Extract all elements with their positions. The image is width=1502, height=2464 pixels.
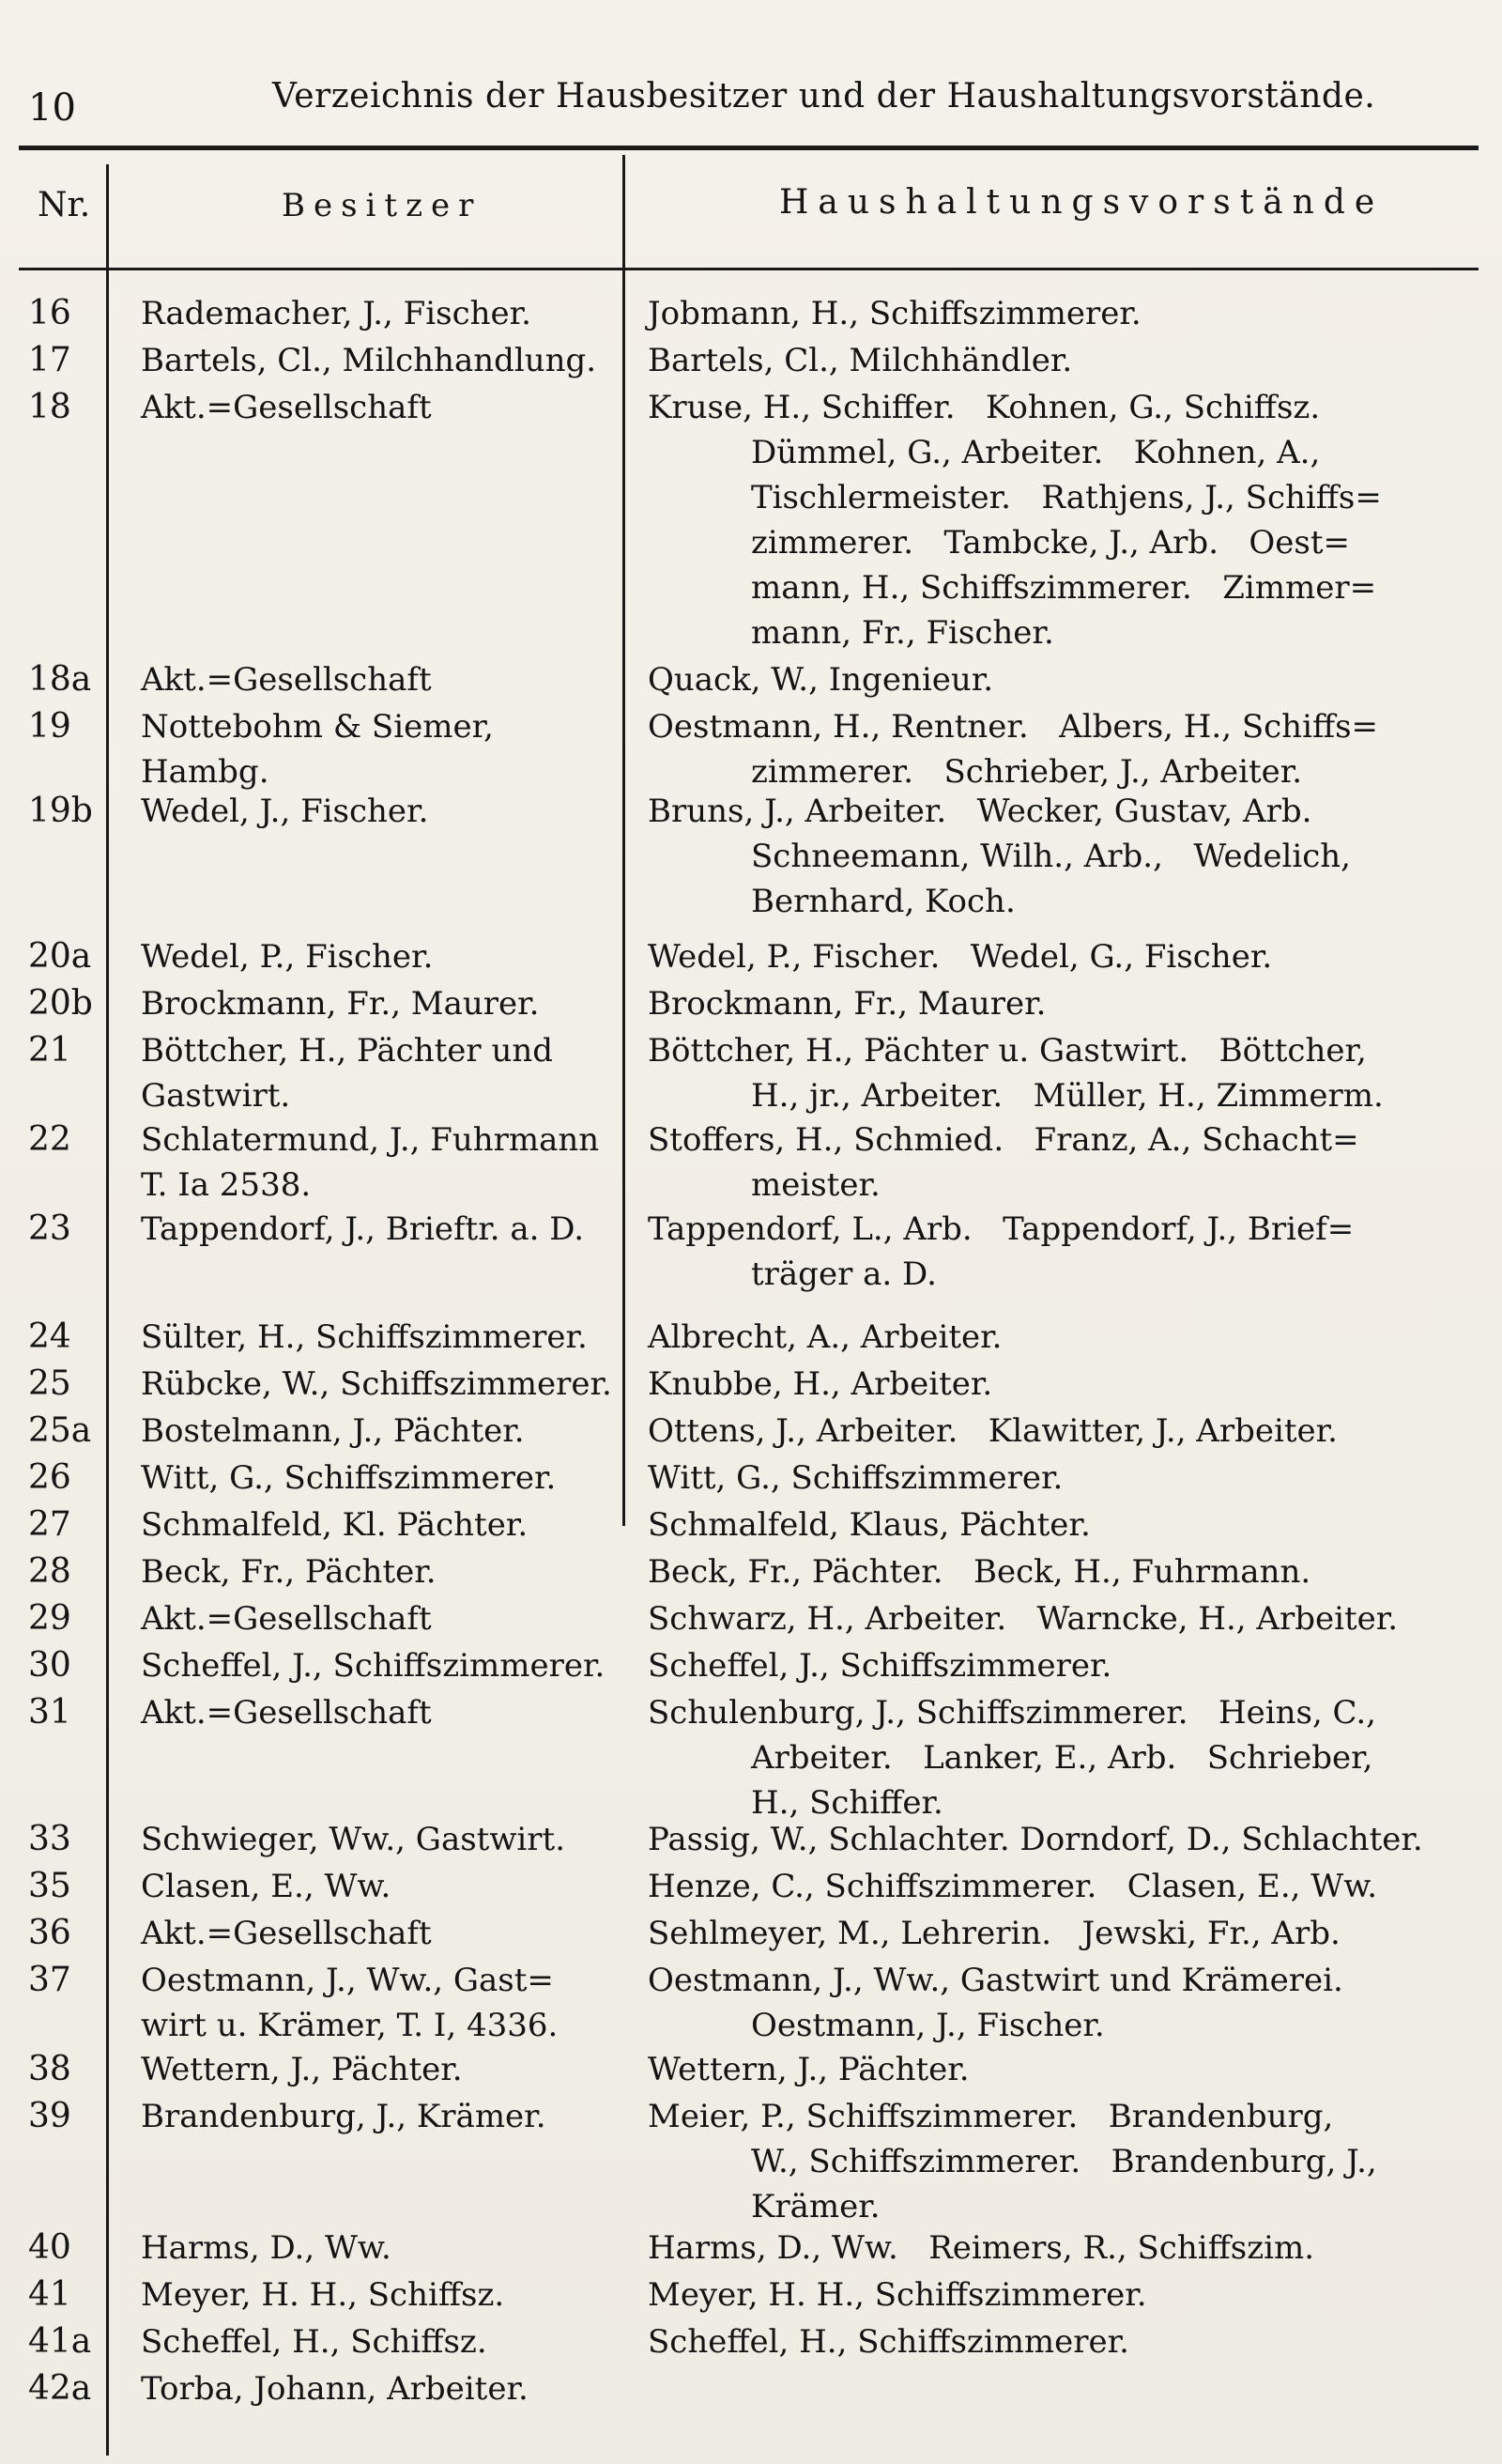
household-line: Tischlermeister. Rathjens, J., Schiffs= — [751, 479, 1382, 516]
household-line: Harms, D., Ww. Reimers, R., Schiffszim. — [648, 2229, 1315, 2267]
owner-cell — [141, 1549, 629, 1594]
household-line: mann, H., Schiffszimmerer. Zimmer= — [751, 569, 1377, 607]
owner-line: Wettern, J., Pächter. — [141, 2051, 463, 2088]
owner-line: Bartels, Cl., Milchhandlung. — [141, 342, 597, 379]
row-number: 21 — [28, 1031, 71, 1070]
household-line: Albrecht, A., Arbeiter. — [648, 1318, 1003, 1356]
household-line: Dümmel, G., Arbeiter. Kohnen, A., — [751, 434, 1321, 471]
owner-cell — [141, 2225, 629, 2271]
household-cell — [648, 1817, 1493, 1862]
row-number: 35 — [28, 1867, 71, 1905]
household-line: Arbeiter. Lanker, E., Arb. Schrieber, — [751, 1739, 1373, 1777]
household-cell — [648, 2319, 1493, 2364]
household-line: Quack, W., Ingenieur. — [648, 661, 994, 699]
owner-cell — [141, 1409, 629, 1454]
row-number: 19b — [28, 792, 93, 830]
owner-line: Scheffel, J., Schiffszimmerer. — [141, 1647, 605, 1685]
owner-line: Schwieger, Ww., Gastwirt. — [141, 1821, 566, 1858]
owner-cell — [141, 338, 629, 383]
household-line: zimmerer. Schrieber, J., Arbeiter. — [751, 753, 1303, 791]
owner-cell — [141, 1117, 629, 1208]
owner-cell — [141, 1817, 629, 1862]
household-line: mann, Fr., Fischer. — [751, 614, 1054, 652]
row-number: 16 — [28, 294, 71, 332]
owner-line: Beck, Fr., Pächter. — [141, 1553, 437, 1591]
owner-cell — [141, 1362, 629, 1407]
row-number: 18 — [28, 388, 71, 426]
owner-line: Torba, Johann, Arbeiter. — [141, 2370, 529, 2408]
row-number: 18a — [28, 660, 92, 699]
household-line: Beck, Fr., Pächter. Beck, H., Fuhrmann. — [648, 1553, 1311, 1591]
household-line: Scheffel, H., Schiffszimmerer. — [648, 2323, 1129, 2361]
owner-line: wirt u. Krämer, T. I, 4336. — [141, 2007, 559, 2044]
household-line: Schmalfeld, Klaus, Pächter. — [648, 1506, 1091, 1544]
household-line: Scheffel, J., Schiffszimmerer. — [648, 1647, 1112, 1685]
owner-line: Nottebohm & Siemer, Hambg. — [141, 708, 494, 791]
owner-cell — [141, 1911, 629, 1956]
owner-line: Akt.=Gesellschaft — [141, 661, 432, 699]
household-cell — [648, 2225, 1493, 2271]
owner-cell — [141, 1596, 629, 1641]
page-number: 10 — [28, 86, 76, 130]
owner-cell — [141, 2272, 629, 2318]
household-cell — [648, 1911, 1493, 1956]
household-cell — [648, 1596, 1493, 1641]
household-cell — [648, 704, 1493, 794]
owner-cell — [141, 291, 629, 336]
owner-line: Akt.=Gesellschaft — [141, 1915, 432, 1952]
household-line: Knubbe, H., Arbeiter. — [648, 1365, 993, 1403]
owner-line: Akt.=Gesellschaft — [141, 1694, 432, 1732]
owner-line: Rübcke, W., Schiffszimmerer. — [141, 1365, 612, 1403]
owner-line: Brockmann, Fr., Maurer. — [141, 985, 540, 1023]
row-number: 30 — [28, 1646, 71, 1685]
row-number: 31 — [28, 1693, 71, 1732]
household-line: Henze, C., Schiffszimmerer. Clasen, E., Ww. — [648, 1868, 1378, 1905]
owner-cell — [141, 1315, 629, 1360]
household-line: zimmerer. Tambcke, J., Arb. Oest= — [751, 524, 1351, 562]
column-header-nr: Nr. — [38, 186, 91, 224]
household-line: Schulenburg, J., Schiffszimmerer. Heins, C., — [648, 1694, 1376, 1732]
owner-line: Wedel, J., Fischer. — [141, 793, 429, 830]
household-line: Meier, P., Schiffszimmerer. Brandenburg, — [648, 2098, 1334, 2135]
household-cell — [648, 291, 1493, 336]
owner-line: Akt.=Gesellschaft — [141, 1600, 432, 1638]
owner-cell — [141, 1455, 629, 1501]
row-number: 25a — [28, 1411, 92, 1450]
household-line: Böttcher, H., Pächter u. Gastwirt. Böttcher, — [648, 1032, 1367, 1070]
household-line: meister. — [751, 1166, 881, 1204]
owner-cell — [141, 2047, 629, 2092]
row-number: 41 — [28, 2275, 71, 2314]
column-divider-nr — [106, 164, 109, 2456]
running-title: Verzeichnis der Hausbesitzer und der Haushaltungsvorstände. — [272, 77, 1376, 116]
household-cell — [648, 1362, 1493, 1407]
owner-cell — [141, 981, 629, 1026]
household-cell — [648, 1455, 1493, 1501]
column-header-rule — [19, 268, 1479, 270]
household-line: Wettern, J., Pächter. — [648, 2051, 970, 2088]
row-number: 25 — [28, 1364, 71, 1403]
household-line: Passig, W., Schlachter. Dorndorf, D., Schlachter. — [648, 1821, 1423, 1858]
household-line: Bruns, J., Arbeiter. Wecker, Gustav, Arb. — [648, 793, 1312, 830]
household-line: Ottens, J., Arbeiter. Klawitter, J., Arbeiter. — [648, 1412, 1338, 1450]
owner-cell — [141, 1690, 629, 1735]
owner-line: Gastwirt. — [141, 1077, 291, 1115]
row-number: 17 — [28, 341, 71, 379]
household-cell — [648, 1549, 1493, 1594]
owner-cell — [141, 657, 629, 702]
owner-cell — [141, 934, 629, 979]
row-number: 24 — [28, 1317, 71, 1356]
row-number: 28 — [28, 1552, 71, 1591]
household-line: W., Schiffszimmerer. Brandenburg, J., — [751, 2143, 1377, 2180]
owner-line: Clasen, E., Ww. — [141, 1868, 391, 1905]
owner-line: Bostelmann, J., Pächter. — [141, 1412, 525, 1450]
owner-line: Schlatermund, J., Fuhrmann — [141, 1121, 600, 1159]
household-line: Oestmann, J., Fischer. — [751, 2007, 1105, 2044]
owner-cell — [141, 1958, 629, 2048]
household-cell — [648, 1864, 1493, 1909]
owner-cell — [141, 1864, 629, 1909]
owner-line: Witt, G., Schiffszimmerer. — [141, 1459, 557, 1497]
household-cell — [648, 1643, 1493, 1688]
household-cell — [648, 934, 1493, 979]
owner-line: Brandenburg, J., Krämer. — [141, 2098, 546, 2135]
household-cell — [648, 1207, 1493, 1297]
row-number: 42a — [28, 2369, 92, 2408]
household-line: Schneemann, Wilh., Arb., Wedelich, — [751, 838, 1351, 875]
row-number: 36 — [28, 1914, 71, 1952]
row-number: 40 — [28, 2228, 71, 2267]
household-line: Schwarz, H., Arbeiter. Warncke, H., Arbeiter. — [648, 1600, 1399, 1638]
household-line: Wedel, P., Fischer. Wedel, G., Fischer. — [648, 938, 1273, 976]
household-cell — [648, 2047, 1493, 2092]
owner-line: Rademacher, J., Fischer. — [141, 295, 531, 332]
owner-line: Schmalfeld, Kl. Pächter. — [141, 1506, 529, 1544]
row-number: 26 — [28, 1458, 71, 1497]
household-cell — [648, 789, 1493, 924]
row-number: 19 — [28, 707, 71, 746]
owner-cell — [141, 2094, 629, 2139]
owner-cell — [141, 1643, 629, 1688]
household-line: Meyer, H. H., Schiffszimmerer. — [648, 2276, 1147, 2314]
header-rule — [19, 146, 1479, 150]
household-line: Krämer. — [751, 2188, 881, 2225]
row-number: 22 — [28, 1120, 71, 1159]
owner-line: Böttcher, H., Pächter und — [141, 1032, 554, 1070]
household-line: H., jr., Arbeiter. Müller, H., Zimmerm. — [751, 1077, 1384, 1115]
row-number: 39 — [28, 2097, 71, 2135]
owner-cell — [141, 2319, 629, 2364]
owner-line: Scheffel, H., Schiffsz. — [141, 2323, 487, 2361]
household-cell — [648, 1117, 1493, 1208]
owner-cell — [141, 2366, 629, 2411]
row-number: 33 — [28, 1820, 71, 1858]
household-line: Witt, G., Schiffszimmerer. — [648, 1459, 1064, 1497]
household-cell — [648, 385, 1493, 655]
owner-cell — [141, 1502, 629, 1548]
row-number: 38 — [28, 2050, 71, 2088]
household-line: träger a. D. — [751, 1255, 937, 1293]
owner-cell — [141, 789, 629, 834]
owner-cell — [141, 1207, 629, 1252]
row-number: 41a — [28, 2322, 92, 2361]
household-cell — [648, 1028, 1493, 1118]
household-line: Tappendorf, L., Arb. Tappendorf, J., Brief= — [648, 1210, 1355, 1248]
household-line: Brockmann, Fr., Maurer. — [648, 985, 1047, 1023]
household-cell — [648, 1502, 1493, 1548]
household-cell — [648, 2094, 1493, 2229]
household-line: Bernhard, Koch. — [751, 883, 1016, 920]
row-number: 20a — [28, 937, 92, 976]
household-cell — [648, 1690, 1493, 1825]
household-line: Oestmann, J., Ww., Gastwirt und Krämerei. — [648, 1962, 1343, 1999]
row-number: 27 — [28, 1505, 71, 1544]
page-header — [28, 66, 1474, 141]
row-number: 37 — [28, 1961, 71, 1999]
owner-line: Tappendorf, J., Brieftr. a. D. — [141, 1210, 585, 1248]
owner-line: Meyer, H. H., Schiffsz. — [141, 2276, 505, 2314]
owner-line: Sülter, H., Schiffszimmerer. — [141, 1318, 588, 1356]
household-cell — [648, 1958, 1493, 2048]
row-number: 20b — [28, 984, 93, 1023]
household-line: Bartels, Cl., Milchhändler. — [648, 342, 1073, 379]
household-cell — [648, 1315, 1493, 1360]
owner-line: Oestmann, J., Ww., Gast= — [141, 1962, 554, 1999]
household-line: H., Schiffer. — [751, 1784, 943, 1822]
household-cell — [648, 1409, 1493, 1454]
row-number: 29 — [28, 1599, 71, 1638]
household-line: Oestmann, H., Rentner. Albers, H., Schiffs= — [648, 708, 1379, 746]
household-line: Stoffers, H., Schmied. Franz, A., Schacht= — [648, 1121, 1359, 1159]
household-line: Jobmann, H., Schiffszimmerer. — [648, 295, 1142, 332]
household-line: Sehlmeyer, M., Lehrerin. Jewski, Fr., Arb. — [648, 1915, 1341, 1952]
household-line: Kruse, H., Schiffer. Kohnen, G., Schiffsz. — [648, 389, 1321, 426]
owner-cell — [141, 385, 629, 430]
owner-cell — [141, 704, 629, 794]
column-header-owner: Besitzer — [282, 187, 483, 224]
owner-line: Akt.=Gesellschaft — [141, 389, 432, 426]
household-cell — [648, 981, 1493, 1026]
household-cell — [648, 338, 1493, 383]
owner-line: Wedel, P., Fischer. — [141, 938, 434, 976]
household-cell — [648, 657, 1493, 702]
row-number: 23 — [28, 1209, 71, 1248]
column-header-households: Haushaltungsvorstände — [779, 183, 1385, 222]
owner-line: T. Ia 2538. — [141, 1166, 312, 1204]
household-cell — [648, 2272, 1493, 2318]
owner-cell — [141, 1028, 629, 1118]
owner-line: Harms, D., Ww. — [141, 2229, 391, 2267]
